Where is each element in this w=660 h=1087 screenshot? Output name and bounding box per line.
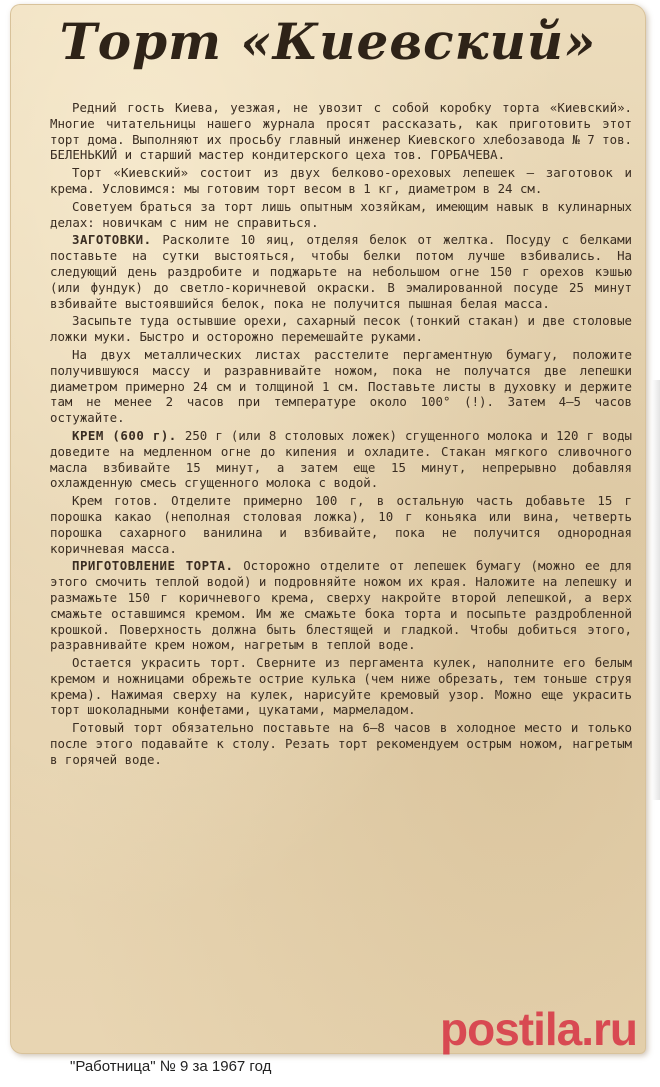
paragraph-text: Засыпьте туда остывшие орехи, сахарный песок (тонкий стакан) и две столовые ложки муки. Быстро и осторожно перемешайте руками. bbox=[50, 313, 632, 345]
page-edge-shadow bbox=[652, 380, 660, 800]
paragraph-text: Торт «Киевский» состоит из двух белково-ореховых лепешек — заготовок и крема. Условимся: мы готовим торт весом в 1 кг, диаметром в 24 см. bbox=[50, 165, 632, 196]
article-paragraph bbox=[50, 720, 632, 767]
article-paragraph bbox=[50, 313, 632, 345]
paragraph-text: Осторожно отделите от лепешек бумагу (можно ее для этого смочить теплой водой) и подровняйте ножом их края. Наложите на лепешку и размажьте 150 г коричневого крема, сверху накройте второй лепешкой, а верх смажьте оставшимся кремом. Им же смажьте бока торта и посыпьте раздробленной крошкой. Поверхность должна быть блестящей и гладкой. Чтобы добиться этого, разравнивайте крем ножом, нагретым в теплой воде. bbox=[50, 558, 632, 653]
article-title: Торт «Киевский» bbox=[59, 12, 597, 71]
article-paragraph bbox=[50, 428, 632, 491]
paragraph-lead: ПРИГОТОВЛЕНИЕ ТОРТА. bbox=[72, 558, 234, 574]
article-paragraph bbox=[50, 232, 632, 311]
watermark-logo: postila.ru bbox=[440, 1003, 638, 1055]
article-paragraph bbox=[50, 493, 632, 556]
paragraph-lead: ЗАГОТОВКИ. bbox=[72, 232, 152, 248]
paragraph-text: 250 г (или 8 столовых ложек) сгущенного молока и 120 г воды доведите на медленном огне до кипения и охладите. Стакан мягкого сливочного масла взбивайте 15 минут, а затем еще 15 минут, непрерывно добавляя охлажденную смесь сгущенного молока с водой. bbox=[50, 427, 632, 491]
paragraph-text: Остается украсить торт. Сверните из пергамента кулек, наполните его белым кремом и ножницами обрежьте острие кулька (чем ниже обрезать, тем тоньше струя крема). Нажимая сверху на кулек, нарисуйте кремовый узор. Можно еще украсить торт шоколадными конфетами, цукатами, мармеладом. bbox=[50, 655, 632, 718]
article-paragraph bbox=[50, 199, 632, 231]
article-body bbox=[50, 100, 632, 770]
article-paragraph bbox=[50, 655, 632, 718]
paragraph-text: Готовый торт обязательно поставьте на 6—8 часов в холодное место и только после этого подавайте к столу. Резать торт рекомендуем острым ножом, нагретым в горячей воде. bbox=[50, 720, 632, 767]
paragraph-text: Советуем браться за торт лишь опытным хозяйкам, имеющим навык в кулинарных делах: новичкам с ним не справиться. bbox=[50, 198, 632, 230]
article-paragraph bbox=[50, 165, 632, 197]
paragraph-text: Редний гость Киева, уезжая, не увозит с собой коробку торта «Киевский». Многие читательницы нашего журнала просят рассказать, как приготовить этот торт дома. Выполняют их просьбу главный инженер Киевского хлебозавода № 7 тов. БЕЛЕНЬКИЙ и старший мастер кондитерского цеха тов. ГОРБАЧЕВА. bbox=[50, 100, 632, 163]
source-caption: "Работница" № 9 за 1967 год bbox=[70, 1058, 272, 1075]
newspaper-clipping bbox=[10, 4, 646, 1054]
paragraph-lead: КРЕМ (600 г). bbox=[72, 427, 177, 443]
paragraph-text: Расколите 10 яиц, отделяя белок от желтка. Посуду с белками поставьте на сутки выстояться, чтобы белки потом лучше взбивались. На следующий день раздробите и поджарьте на небольшом огне 150 г орехов кэшью (или фундук) до светло-коричневой окраски. В эмалированной посуде 25 минут взбивайте выстоявшийся белок, пока не получится пышная белая масса. bbox=[50, 232, 632, 311]
article-paragraph bbox=[50, 347, 632, 426]
paragraph-text: Крем готов. Отделите примерно 100 г, в остальную часть добавьте 15 г порошка какао (неполная столовая ложка), 10 г коньяка или вина, четверть порошка сахарного ванилина и взбивайте, пока не получится однородная коричневая масса. bbox=[50, 493, 632, 556]
paragraph-text: На двух металлических листах расстелите пергаментную бумагу, положите получившуюся массу и разравнивайте ножом, пока не получатся две лепешки диаметром примерно 24 см и толщиной 1 см. Поставьте листы в духовку и держите там не менее 2 часов при температуре около 100° (!). Затем 4—5 часов остужайте. bbox=[50, 346, 632, 426]
article-paragraph bbox=[50, 100, 632, 163]
article-paragraph bbox=[50, 558, 632, 653]
